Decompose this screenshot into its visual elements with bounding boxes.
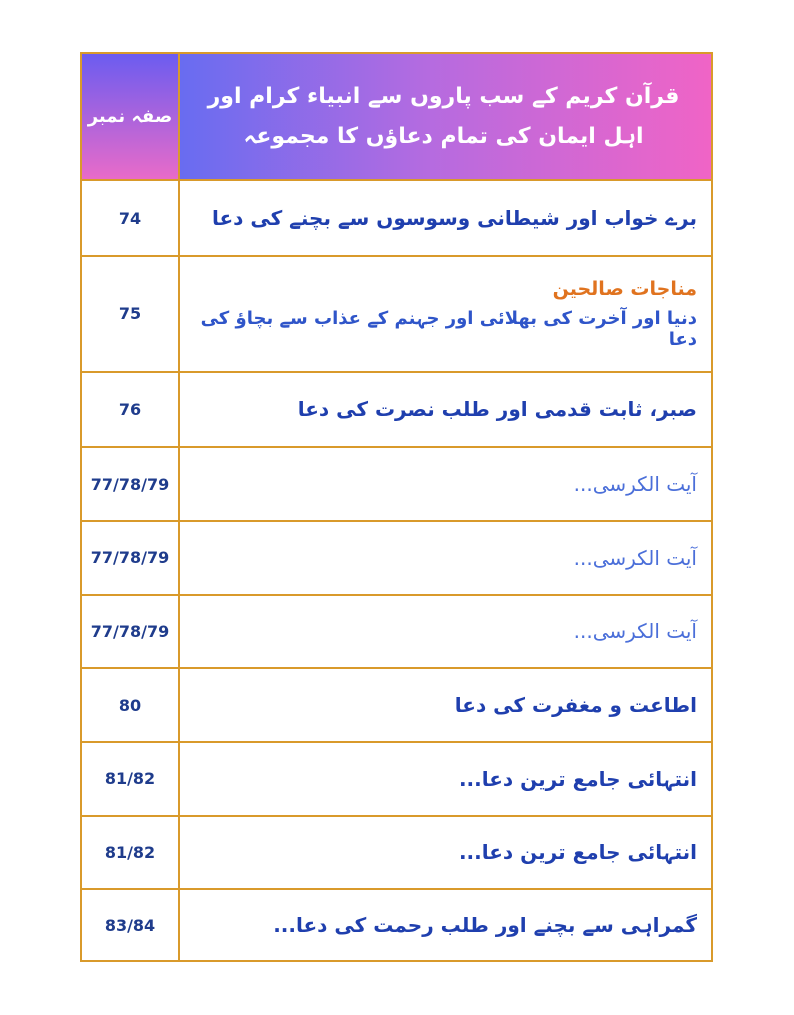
table-row [82, 520, 711, 594]
page-number: 77/78/79 [82, 448, 180, 520]
table-row [82, 667, 711, 741]
page-number-header: صفہ نمبر [82, 54, 180, 179]
table-row [82, 594, 711, 668]
table-row [82, 255, 711, 370]
entry-title: انتہائی جامع ترین دعا... [458, 766, 697, 791]
table-row [82, 371, 711, 447]
entry-title: گمراہی سے بچنے اور طلب رحمت کی دعا... [273, 913, 697, 938]
entry-title: اطاعت و مغفرت کی دعا [454, 693, 697, 718]
page-number: 77/78/79 [82, 522, 180, 594]
table-row [82, 741, 711, 815]
entry-title: آیت الکرسی... [573, 619, 697, 644]
entry-title: صبر، ثابت قدمی اور طلب نصرت کی دعا [297, 397, 697, 422]
entry-title: برے خواب اور شیطانی وسوسوں سے بچنے کی دعا [211, 206, 697, 231]
entry-title: انتہائی جامع ترین دعا... [458, 840, 697, 865]
page-number: 75 [82, 257, 180, 370]
table-header [82, 54, 711, 179]
table-row [82, 179, 711, 255]
page-number: 80 [82, 669, 180, 741]
entry-title: آیت الکرسی... [573, 472, 697, 497]
table-title-header: قرآن کریم کے سب پاروں سے انبیاء کرام اور اہل ایمان کی تمام دعاؤں کا مجموعہ [207, 84, 680, 149]
entry-cell [180, 257, 711, 370]
page-number: 81/82 [82, 817, 180, 889]
page-number: 77/78/79 [82, 596, 180, 668]
page-number: 76 [82, 373, 180, 447]
entry-title: آیت الکرسی... [573, 545, 697, 570]
section-heading: مناجات صالحین [552, 277, 697, 300]
table-row [82, 446, 711, 520]
table-row [82, 815, 711, 889]
page-number: 83/84 [82, 890, 180, 960]
table-row [82, 888, 711, 960]
page-number: 81/82 [82, 743, 180, 815]
table-of-contents [80, 52, 713, 962]
page-number: 74 [82, 181, 180, 255]
entry-title: دنیا اور آخرت کی بھلائی اور جہنم کے عذاب سے بچاؤ کی دعا [200, 307, 697, 350]
